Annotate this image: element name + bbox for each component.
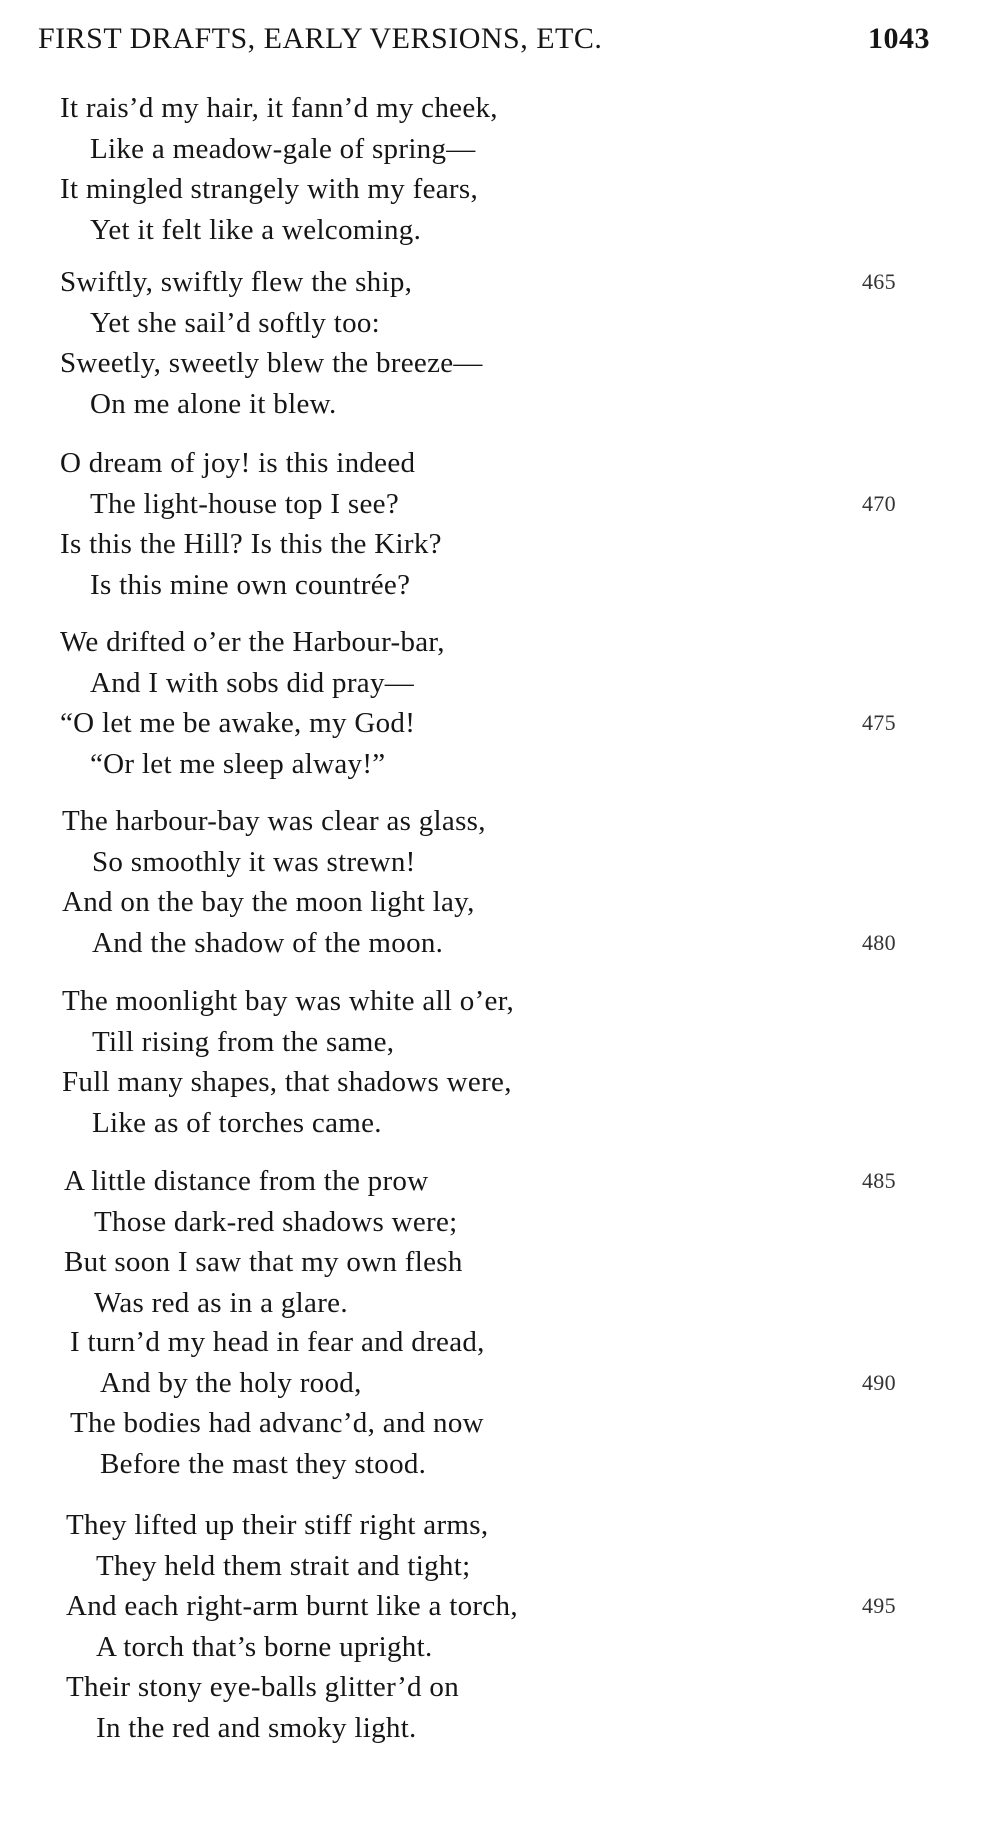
verse-text: We drifted o’er the Harbour-bar,	[60, 626, 445, 658]
stanza	[0, 443, 1000, 605]
verse-text: “O let me be awake, my God!	[60, 707, 416, 740]
verse-text: Before the mast they stood.	[100, 1447, 427, 1480]
verse-line	[0, 1708, 1000, 1749]
verse-line	[0, 262, 1000, 303]
verse-line	[0, 343, 1000, 384]
verse-text: Till rising from the same,	[92, 1025, 395, 1058]
verse-text: So smoothly it was strewn!	[92, 845, 416, 878]
verse-line	[0, 1283, 1000, 1324]
verse-line	[0, 1103, 1000, 1144]
stanza	[0, 981, 1000, 1143]
verse-text: The harbour-bay was clear as glass,	[62, 805, 486, 837]
line-number: 480	[862, 929, 896, 955]
verse-line	[0, 622, 1000, 663]
verse-line	[0, 744, 1000, 785]
verse-line	[0, 882, 1000, 923]
verse-line	[0, 303, 1000, 344]
line-number: 465	[862, 269, 896, 294]
verse-line	[0, 384, 1000, 425]
verse-text: And I with sobs did pray—	[90, 666, 415, 699]
verse-line	[0, 1505, 1000, 1546]
verse-line	[0, 210, 1000, 251]
verse-line	[0, 663, 1000, 704]
verse-text: And by the holy rood,	[100, 1366, 362, 1399]
verse-line	[0, 801, 1000, 842]
verse-text: “Or let me sleep alway!”	[90, 747, 386, 780]
stanza	[0, 801, 1000, 963]
verse-line	[0, 923, 1000, 964]
running-title: FIRST DRAFTS, EARLY VERSIONS, ETC.	[38, 22, 603, 55]
page-number: 1043	[868, 22, 930, 55]
verse-text: Is this the Hill? Is this the Kirk?	[60, 528, 442, 561]
verse-text: Yet it felt like a welcoming.	[90, 213, 422, 246]
stanza	[0, 262, 1000, 424]
verse-line	[0, 129, 1000, 170]
line-number: 495	[862, 1593, 896, 1619]
stanza	[0, 1322, 1000, 1484]
verse-line	[0, 1444, 1000, 1485]
verse-text: They held them strait and tight;	[96, 1549, 471, 1582]
verse-text: A torch that’s borne upright.	[96, 1630, 433, 1663]
verse-line	[0, 1546, 1000, 1587]
verse-text: A little distance from the prow	[64, 1165, 429, 1197]
verse-line	[0, 1627, 1000, 1668]
verse-line	[0, 169, 1000, 210]
verse-text: Swiftly, swiftly flew the ship,	[60, 266, 413, 298]
line-number: 475	[862, 710, 896, 736]
verse-line	[0, 1363, 1000, 1404]
verse-line	[0, 1667, 1000, 1708]
verse-line	[0, 1322, 1000, 1363]
verse-text: It mingled strangely with my fears,	[60, 173, 479, 206]
verse-line	[0, 565, 1000, 606]
verse-text: The bodies had advanc’d, and now	[70, 1407, 484, 1440]
verse-text: Like a meadow-gale of spring—	[90, 132, 476, 165]
verse-text: And on the bay the moon light lay,	[62, 886, 475, 919]
stanza	[0, 1161, 1000, 1323]
stanza	[0, 88, 1000, 250]
line-number: 490	[862, 1369, 896, 1395]
stanza	[0, 622, 1000, 784]
verse-text: The light-house top I see?	[90, 487, 399, 520]
verse-text: It rais’d my hair, it fann’d my cheek,	[60, 92, 498, 124]
line-number: 470	[862, 490, 896, 516]
verse-line	[0, 1062, 1000, 1103]
verse-text: Yet she sail’d softly too:	[90, 306, 381, 339]
verse-text: Is this mine own countrée?	[90, 568, 411, 601]
verse-text: The moonlight bay was white all o’er,	[62, 985, 515, 1017]
verse-text: Like as of torches came.	[92, 1106, 382, 1139]
verse-text: Was red as in a glare.	[94, 1286, 348, 1319]
stanza	[0, 1505, 1000, 1749]
verse-line	[0, 1242, 1000, 1283]
verse-text: Sweetly, sweetly blew the breeze—	[60, 347, 483, 380]
verse-line	[0, 88, 1000, 129]
verse-text: But soon I saw that my own flesh	[64, 1246, 463, 1279]
verse-line	[0, 443, 1000, 484]
verse-text: O dream of joy! is this indeed	[60, 447, 416, 479]
verse-text: Those dark-red shadows were;	[94, 1205, 458, 1238]
line-number: 485	[862, 1168, 896, 1193]
verse-line	[0, 1161, 1000, 1202]
verse-line	[0, 484, 1000, 525]
verse-text: On me alone it blew.	[90, 387, 337, 420]
verse-line	[0, 981, 1000, 1022]
verse-line	[0, 703, 1000, 744]
verse-text: Full many shapes, that shadows were,	[62, 1066, 512, 1099]
verse-text: In the red and smoky light.	[96, 1711, 417, 1744]
verse-text: And the shadow of the moon.	[92, 926, 444, 959]
verse-line	[0, 1202, 1000, 1243]
verse-line	[0, 1022, 1000, 1063]
verse-text: And each right-arm burnt like a torch,	[66, 1590, 518, 1623]
verse-line	[0, 1586, 1000, 1627]
verse-line	[0, 524, 1000, 565]
verse-line	[0, 842, 1000, 883]
verse-text: I turn’d my head in fear and dread,	[70, 1326, 485, 1358]
verse-text: Their stony eye-balls glitter’d on	[66, 1671, 460, 1704]
verse-text: They lifted up their stiff right arms,	[66, 1509, 489, 1541]
verse-line	[0, 1403, 1000, 1444]
